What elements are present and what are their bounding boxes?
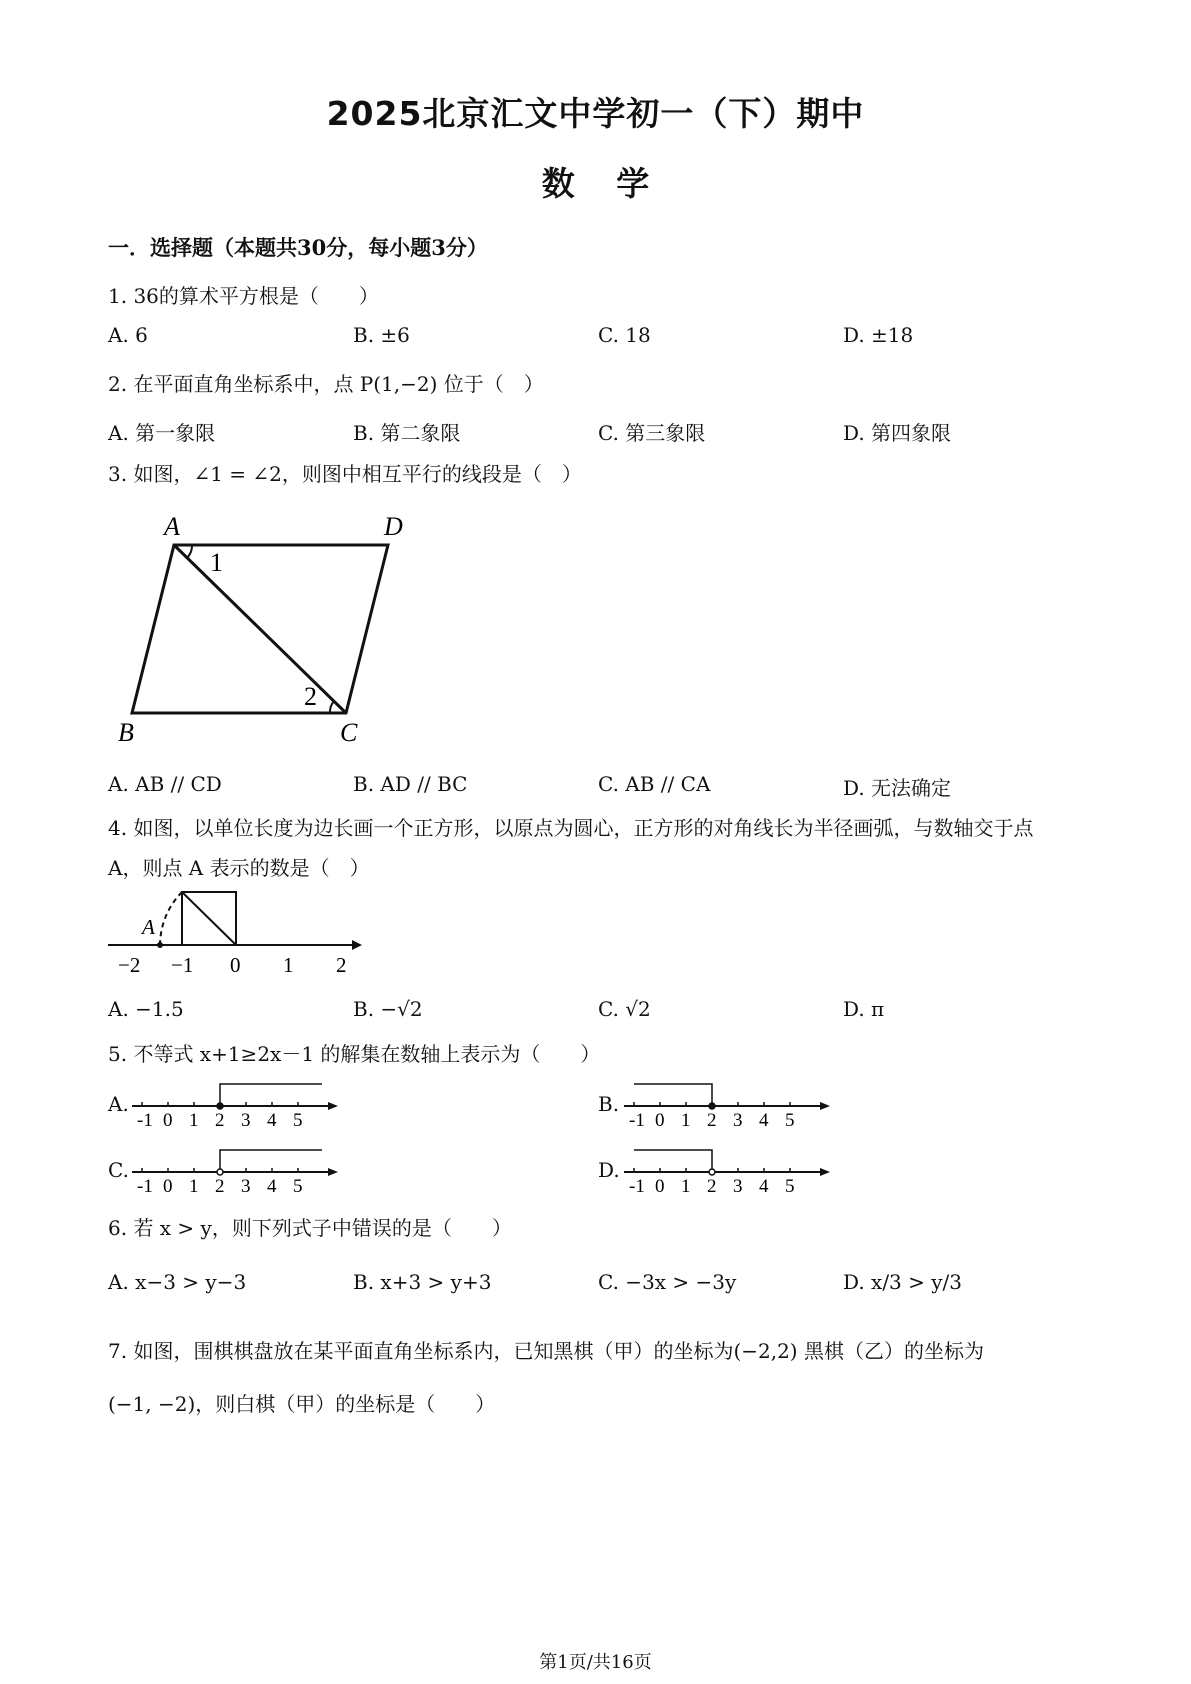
q6-option-a: A. x−3 > y−3 — [108, 1270, 247, 1294]
axis-tick-label: 2 — [707, 1110, 717, 1131]
q3-option-a: A. AB // CD — [108, 772, 222, 796]
label-angle-2: 2 — [304, 682, 317, 711]
q4-option-d: D. π — [843, 997, 885, 1021]
label-angle-1: 1 — [210, 548, 223, 577]
axis-tick-label: 3 — [733, 1110, 743, 1131]
axis-arrow — [820, 1168, 830, 1176]
tick-label-neg1: −1 — [171, 953, 194, 977]
q3-parallelogram-figure — [108, 505, 428, 745]
solution-ray — [634, 1150, 712, 1172]
question-2-stem: 2. 在平面直角坐标系中，点 P(1,−2) 位于（ ） — [108, 372, 544, 396]
axis-tick-label: -1 — [629, 1110, 645, 1131]
question-1-stem: 1. 36的算术平方根是（ ） — [108, 284, 379, 308]
diagonal-ac — [174, 545, 346, 713]
solution-ray — [220, 1150, 322, 1172]
axis-tick-label: 1 — [681, 1110, 691, 1131]
axis-tick-label: 5 — [293, 1110, 303, 1131]
axis-tick-label: 3 — [733, 1176, 743, 1197]
subject-title: 数 学 — [541, 164, 650, 203]
axis-tick-label: -1 — [137, 1110, 153, 1131]
q2-option-d: D. 第四象限 — [843, 421, 952, 445]
axis-arrow — [328, 1168, 338, 1176]
endpoint-dot — [217, 1103, 223, 1109]
endpoint-dot — [709, 1103, 715, 1109]
q3-option-d: D. 无法确定 — [843, 776, 952, 800]
q6-option-b: B. x+3 > y+3 — [353, 1270, 492, 1294]
q3-option-b: B. AD // BC — [353, 772, 468, 796]
q4-option-b: B. −√2 — [353, 997, 423, 1021]
label-a: A — [164, 512, 180, 541]
axis-tick-label: 0 — [655, 1110, 665, 1131]
label-point-a: A — [142, 915, 155, 939]
question-7-stem-line2: (−1, −2)，则白棋（甲）的坐标是（ ） — [108, 1392, 496, 1416]
page-title: 2025北京汇文中学初一（下）期中 — [326, 94, 865, 133]
axis-arrow — [328, 1102, 338, 1110]
question-5-stem: 5. 不等式 x+1≥2x－1 的解集在数轴上表示为（ ） — [108, 1042, 601, 1066]
solution-ray — [634, 1084, 712, 1106]
axis-tick-label: 1 — [681, 1176, 691, 1197]
q3-option-c: C. AB // CA — [598, 772, 711, 796]
section-heading: 一．选择题（本题共30分，每小题3分） — [108, 235, 488, 260]
endpoint-dot — [709, 1169, 715, 1175]
q5-option-c-label: C. — [108, 1158, 129, 1182]
axis-tick-label: 4 — [267, 1110, 277, 1131]
axis-tick-label: 3 — [241, 1110, 251, 1131]
axis-tick-label: -1 — [137, 1176, 153, 1197]
axis-tick-label: 4 — [759, 1176, 769, 1197]
q1-option-d: D. ±18 — [843, 323, 914, 347]
label-c: C — [340, 718, 358, 745]
angle-2-arc — [330, 701, 334, 713]
q2-option-a: A. 第一象限 — [108, 421, 216, 445]
q1-option-a: A. 6 — [108, 323, 148, 347]
q4-option-c: C. √2 — [598, 997, 651, 1021]
tick-label-0: 0 — [230, 953, 241, 977]
dashed-arc — [160, 892, 182, 945]
solution-ray — [220, 1084, 322, 1106]
q5-option-b-label: B. — [598, 1092, 620, 1116]
tick-label-neg2: −2 — [118, 953, 141, 977]
axis-tick-label: 2 — [707, 1176, 717, 1197]
axis-tick-label: 1 — [189, 1176, 199, 1197]
q5-option-d-label: D. — [598, 1158, 620, 1182]
point-a-dot — [157, 942, 163, 948]
q5-option-a-label: A. — [108, 1092, 129, 1116]
axis-tick-label: 5 — [293, 1176, 303, 1197]
axis-tick-label: 0 — [163, 1176, 173, 1197]
q2-option-c: C. 第三象限 — [598, 421, 706, 445]
axis-tick-label: 5 — [785, 1176, 795, 1197]
q5-option-a-numberline — [132, 1072, 352, 1132]
axis-tick-label: 4 — [759, 1110, 769, 1131]
label-b: B — [118, 718, 134, 745]
square-diagonal — [182, 892, 236, 945]
axis-tick-label: 2 — [215, 1176, 225, 1197]
axis-tick-label: 0 — [163, 1110, 173, 1131]
question-4-stem-line2: A，则点 A 表示的数是（ ） — [108, 856, 370, 880]
question-6-stem: 6. 若 x > y，则下列式子中错误的是（ ） — [108, 1216, 512, 1240]
q5-option-b-numberline — [624, 1072, 844, 1132]
axis-tick-label: 3 — [241, 1176, 251, 1197]
axis-tick-label: -1 — [629, 1176, 645, 1197]
axis-tick-label: 2 — [215, 1110, 225, 1131]
axis-tick-label: 5 — [785, 1110, 795, 1131]
angle-1-arc — [187, 545, 192, 558]
question-7-stem-line1: 7. 如图，围棋棋盘放在某平面直角坐标系内，已知黑棋（甲）的坐标为(−2,2) 黑棋（乙）的坐标为 — [108, 1339, 984, 1363]
endpoint-dot — [217, 1169, 223, 1175]
question-4-stem-line1: 4. 如图，以单位长度为边长画一个正方形，以原点为圆心，正方形的对角线长为半径画弧，与数轴交于点 — [108, 816, 1034, 840]
axis-arrow — [352, 940, 362, 950]
q2-option-b: B. 第二象限 — [353, 421, 461, 445]
q1-option-c: C. 18 — [598, 323, 651, 347]
question-3-stem: 3. 如图，∠1 = ∠2，则图中相互平行的线段是（ ） — [108, 462, 582, 486]
q6-option-c: C. −3x > −3y — [598, 1270, 737, 1294]
tick-label-1: 1 — [283, 953, 294, 977]
q1-option-b: B. ±6 — [353, 323, 410, 347]
q5-option-c-numberline — [132, 1138, 352, 1198]
label-d: D — [384, 512, 403, 541]
axis-tick-label: 4 — [267, 1176, 277, 1197]
q5-option-d-numberline — [624, 1138, 844, 1198]
axis-tick-label: 1 — [189, 1110, 199, 1131]
axis-tick-label: 0 — [655, 1176, 665, 1197]
q4-number-line-figure — [108, 888, 368, 978]
tick-label-2: 2 — [336, 953, 347, 977]
axis-arrow — [820, 1102, 830, 1110]
page-footer: 第1页/共16页 — [539, 1652, 652, 1673]
q6-option-d: D. x/3 > y/3 — [843, 1270, 963, 1294]
q4-option-a: A. −1.5 — [108, 997, 184, 1021]
